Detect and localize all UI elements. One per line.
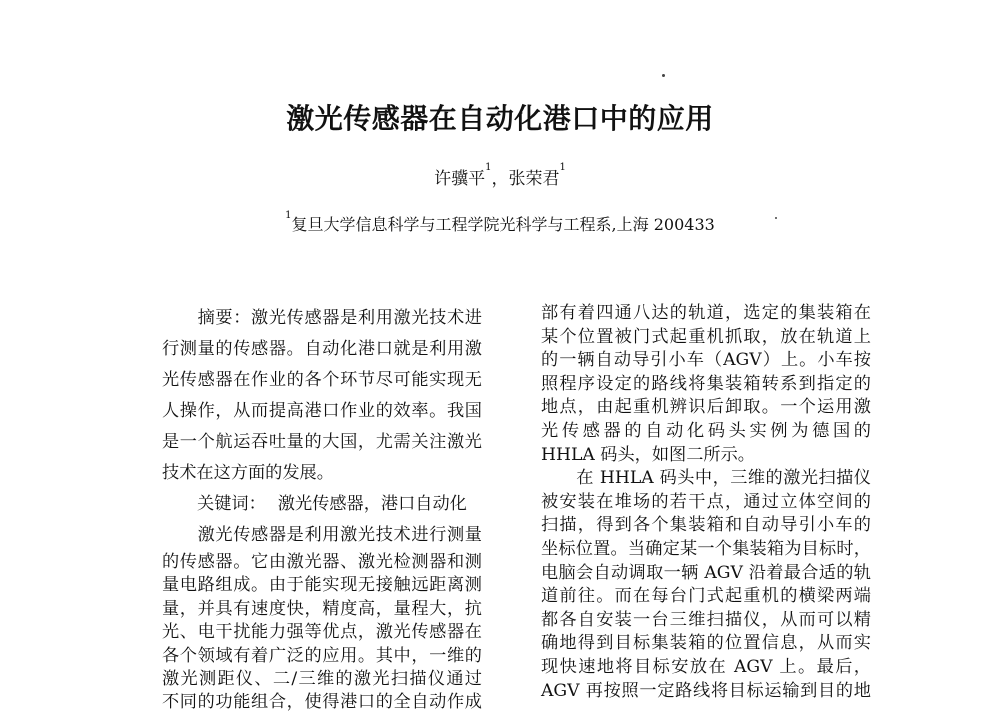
text-line: 量，并具有速度快，精度高，量程大，抗 [162,598,482,619]
text-line: 坐标位置。当确定某一个集装箱为目标时， [541,538,871,559]
author-line [0,164,1000,189]
text-line: 部有着四通八达的轨道，选定的集装箱在 [541,303,871,323]
affiliation-text: 复旦大学信息科学与工程学院光科学与工程系,上海 200433 [291,215,715,234]
text-line: 激光传感器是利用激光技术进行测量 [162,525,482,545]
scan-speck [775,217,777,219]
text-line: HHLA 码头，如图二所示。 [541,444,755,465]
paper-title: 激光传感器在自动化港口中的应用 [286,102,714,135]
affiliation-mark: 1 [285,210,292,221]
text-line: AGV 再按照一定路线将目标运输到目的地 [541,680,871,701]
text-line: 道前往。而在每台门式起重机的横梁两端 [541,586,871,607]
scan-speck [662,74,665,77]
text-line: 摘要：激光传感器是利用激光技术进 [162,308,482,328]
text-line: 各个领域有着广泛的应用。其中，一维的 [162,645,482,666]
text-line: 在 HHLA 码头中，三维的激光扫描仪 [541,468,871,489]
text-line: 光、电干扰能力强等优点，激光传感器在 [162,622,482,643]
text-line: 现快速地将目标安放在 AGV 上。最后， [541,656,871,677]
text-line: 光传感器的自动化码头实例为德国的 [541,420,871,441]
keywords-text: 激光传感器，港口自动化 [277,494,467,514]
author-affiliation-mark: 1 [485,162,492,173]
author-separator: ， [491,169,509,189]
keywords [162,489,482,520]
abstract [162,303,482,489]
text-line: 电脑会自动调取一辆 AGV 沿着最合适的轨 [541,562,871,583]
body-intro [162,520,482,551]
text-line: 技术在这方面的发展。 [162,463,334,483]
text-line: 行测量的传感器。自动化港口就是利用激 [162,339,482,359]
author-name: 许骥平 [434,169,486,189]
author-name: 张荣君 [508,169,560,189]
text-line: 人操作，从而提高港口作业的效率。我国 [162,401,482,421]
text-line: 被安装在堆场的若干点，通过立体空间的 [541,491,871,512]
text-line: 某个位置被门式起重机抓取，放在轨道上 [541,326,871,347]
text-line: 的一辆自动导引小车（AGV）上。小车按 [541,350,871,371]
text-line: 的传感器。它由激光器、激光检测器和测 [162,552,482,572]
text-line: 量电路组成。由于能实现无接触远距离测 [162,575,482,596]
text-line: 都各自安装一台三维扫描仪，从而可以精 [541,609,871,630]
body-text [162,551,482,715]
text-line: 是一个航运吞吐量的大国，尤需关注激光 [162,432,482,452]
right-column [541,302,871,703]
left-column [162,303,482,715]
text-line: 确地得到目标集装箱的位置信息，从而实 [541,633,871,654]
affiliation-line [0,212,1000,235]
text-line: 激光测距仪、二/三维的激光扫描仪通过 [162,668,482,689]
text-line: 光传感器在作业的各个环节尽可能实现无 [162,370,482,390]
text-line: 照程序设定的路线将集装箱转系到指定的 [541,373,871,394]
text-line: 不同的功能组合，使得港口的全自动作成 [162,692,482,713]
text-line: 扫描，得到各个集装箱和自动导引小车的 [541,515,871,536]
text-line: 地点，由起重机辨识后卸取。一个运用激 [541,397,871,418]
keywords-label: 关键词： [197,494,266,514]
author-affiliation-mark: 1 [559,162,566,173]
